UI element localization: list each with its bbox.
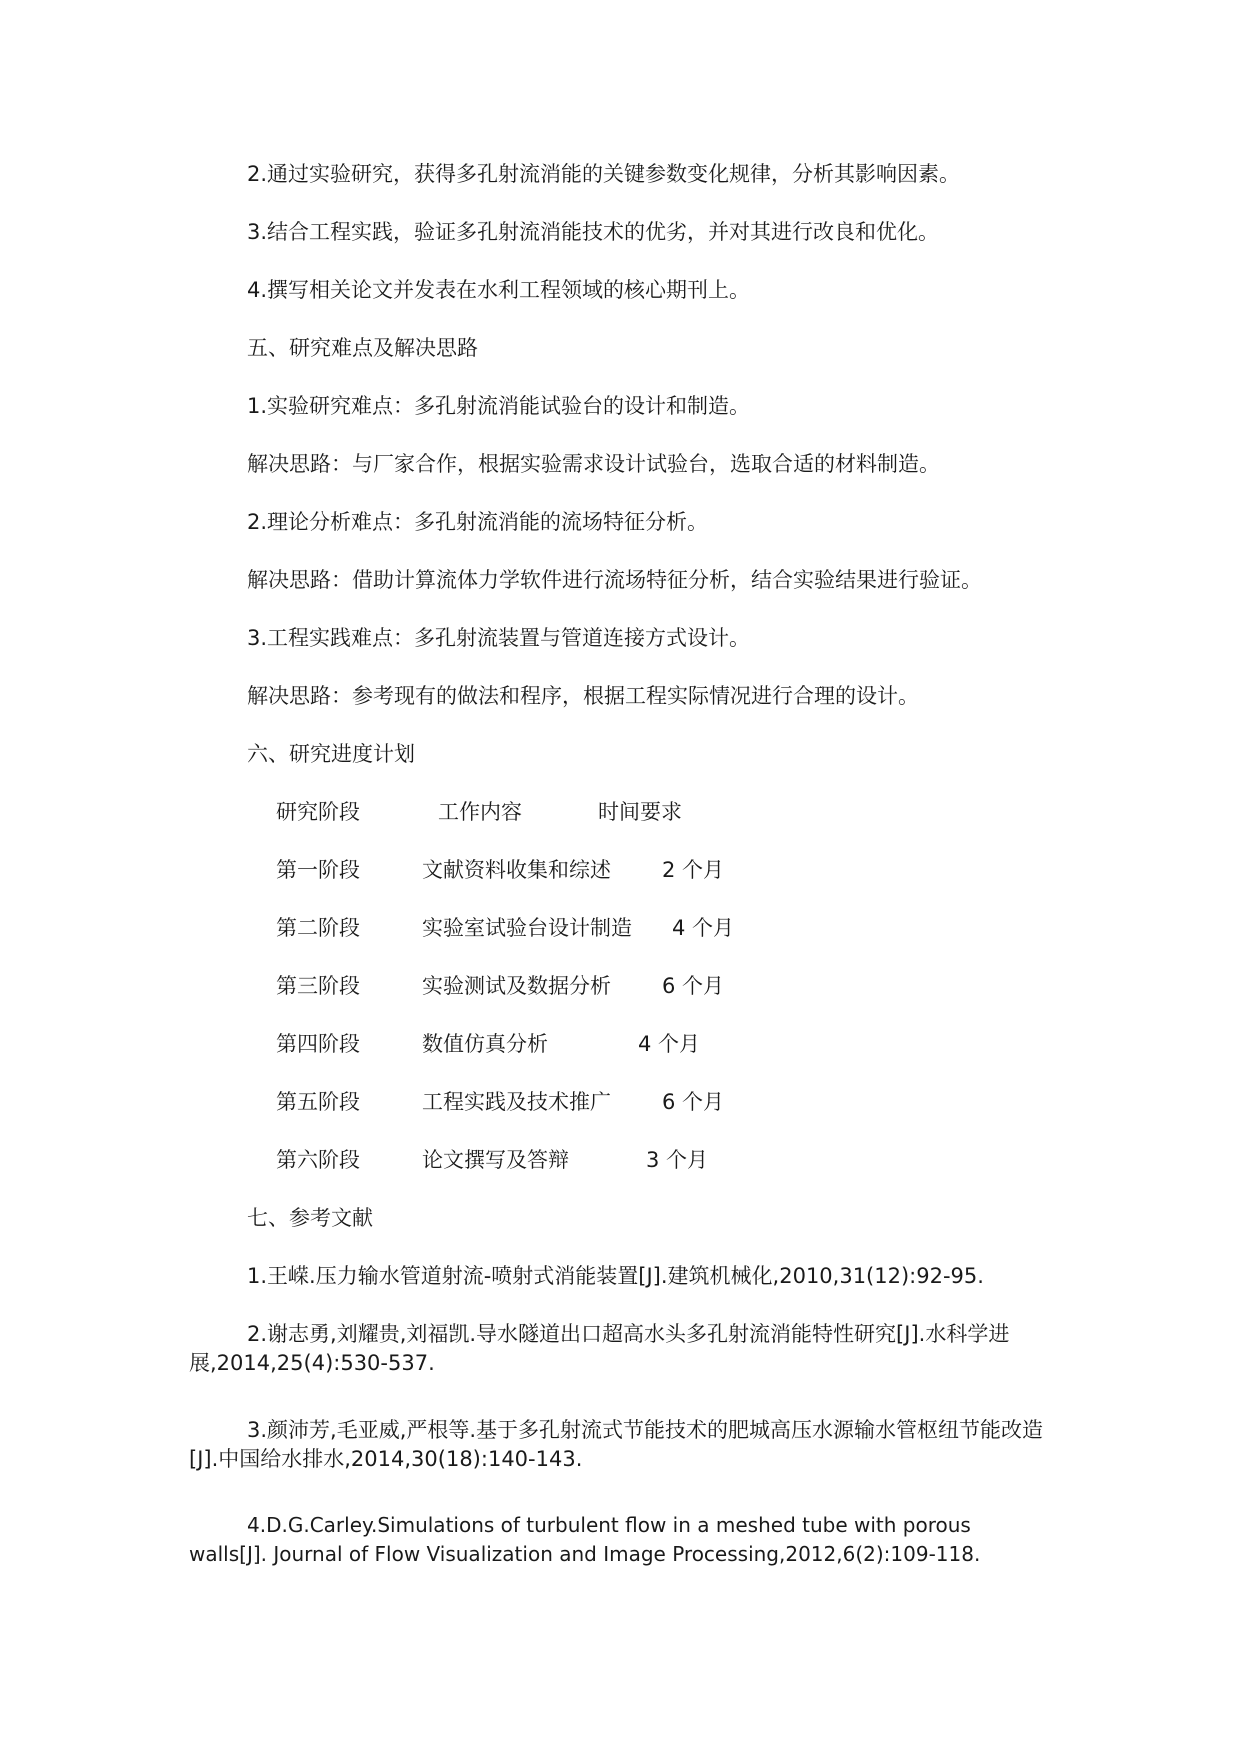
reference-item: 4.D.G.Carley.Simulations of turbulent flow in a meshed tube with porous walls[J]. Journal of Flow Visualization and Image Processing,2012,6(2):109-118. bbox=[189, 1513, 981, 1566]
schedule-time: 4 个月 bbox=[638, 1032, 701, 1056]
schedule-time: 6 个月 bbox=[662, 974, 725, 998]
paragraph-line: 2.理论分析难点：多孔射流消能的流场特征分析。 bbox=[247, 510, 709, 534]
schedule-stage: 第一阶段 bbox=[276, 858, 360, 882]
schedule-content: 数值仿真分析 bbox=[422, 1032, 548, 1056]
schedule-row bbox=[276, 1146, 776, 1174]
reference-item: 3.颜沛芳,毛亚威,严根等.基于多孔射流式节能技术的肥城高压水源输水管枢纽节能改造[J].中国给水排水,2014,30(18):140-143. bbox=[189, 1418, 1044, 1471]
schedule-stage: 第二阶段 bbox=[276, 916, 360, 940]
schedule-content: 文献资料收集和综述 bbox=[422, 858, 611, 882]
schedule-time: 4 个月 bbox=[672, 916, 735, 940]
schedule-stage: 第六阶段 bbox=[276, 1148, 360, 1172]
schedule-content: 工程实践及技术推广 bbox=[422, 1090, 611, 1114]
paragraph-line: 1.实验研究难点：多孔射流消能试验台的设计和制造。 bbox=[247, 394, 751, 418]
paragraph-line: 解决思路：参考现有的做法和程序，根据工程实际情况进行合理的设计。 bbox=[247, 684, 919, 708]
reference-item: 1.王嵘.压力输水管道射流-喷射式消能装置[J].建筑机械化,2010,31(12):92-95. bbox=[247, 1264, 984, 1288]
schedule-content: 论文撰写及答辩 bbox=[422, 1148, 569, 1172]
section-heading: 五、研究难点及解决思路 bbox=[247, 336, 478, 360]
section-heading: 六、研究进度计划 bbox=[247, 742, 415, 766]
paragraph-line: 3.工程实践难点：多孔射流装置与管道连接方式设计。 bbox=[247, 626, 751, 650]
schedule-time: 3 个月 bbox=[646, 1148, 709, 1172]
schedule-stage: 第四阶段 bbox=[276, 1032, 360, 1056]
paragraph-line: 4.撰写相关论文并发表在水利工程领域的核心期刊上。 bbox=[247, 278, 751, 302]
reference-item: 2.谢志勇,刘耀贵,刘福凯.导水隧道出口超高水头多孔射流消能特性研究[J].水科学进展,2014,25(4):530-537. bbox=[189, 1322, 1010, 1375]
schedule-content: 实验测试及数据分析 bbox=[422, 974, 611, 998]
paragraph-line: 2.通过实验研究，获得多孔射流消能的关键参数变化规律，分析其影响因素。 bbox=[247, 162, 961, 186]
schedule-row bbox=[276, 856, 776, 884]
schedule-stage: 第五阶段 bbox=[276, 1090, 360, 1114]
schedule-header-stage: 研究阶段 bbox=[276, 800, 360, 824]
schedule-row bbox=[276, 1030, 776, 1058]
schedule-time: 6 个月 bbox=[662, 1090, 725, 1114]
schedule-content: 实验室试验台设计制造 bbox=[422, 916, 632, 940]
schedule-row bbox=[276, 972, 776, 1000]
schedule-header-row bbox=[276, 798, 776, 826]
schedule-time: 2 个月 bbox=[662, 858, 725, 882]
paragraph-line: 3.结合工程实践，验证多孔射流消能技术的优劣，并对其进行改良和优化。 bbox=[247, 220, 940, 244]
schedule-header-content: 工作内容 bbox=[438, 800, 522, 824]
schedule-row bbox=[276, 914, 776, 942]
schedule-row bbox=[276, 1088, 776, 1116]
schedule-stage: 第三阶段 bbox=[276, 974, 360, 998]
schedule-header-time: 时间要求 bbox=[598, 800, 682, 824]
paragraph-line: 解决思路：借助计算流体力学软件进行流场特征分析，结合实验结果进行验证。 bbox=[247, 568, 982, 592]
paragraph-line: 解决思路：与厂家合作，根据实验需求设计试验台，选取合适的材料制造。 bbox=[247, 452, 940, 476]
section-heading: 七、参考文献 bbox=[247, 1206, 373, 1230]
